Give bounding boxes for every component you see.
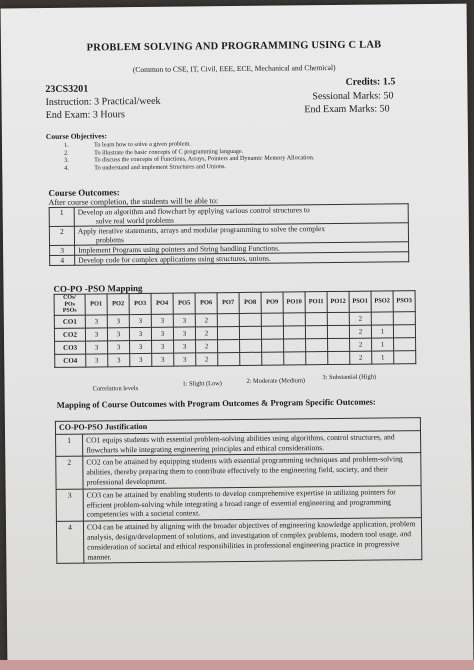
mapping-heading: CO-PO -PSO Mapping <box>53 282 143 294</box>
background-surface <box>0 660 474 670</box>
legend-moderate: 2: Moderate (Medium) <box>246 377 306 385</box>
list-item: 4. To understand and implement Structures and Unions. <box>64 162 226 172</box>
objectives-list <box>64 139 315 172</box>
table-corner-cell: COs/ POs PSOs <box>54 294 85 315</box>
page-title: PROBLEM SOLVING AND PROGRAMMING USING C LAB <box>86 39 382 54</box>
table-row: 1 CO1 equips students with essential problem-solving abilities using algorithms, control structures, and flowcharts while integrating engineering principles and ethical considerations. <box>56 430 421 456</box>
list-item: 1. To learn how to solve a given problem. <box>63 140 191 149</box>
table-row: CO2 3 3 3 3 3 2 2 1 <box>54 324 415 341</box>
document-page <box>1 4 474 669</box>
course-outcomes-table <box>49 203 410 266</box>
table-row: 4 CO4 can be attained by aligning with the broader objectives of engineering knowledge application, problem analysis, design/development of solutions, and investigation of complex problems, modern tool usage, and consideration of societal and ethical responsibilities in professional engineering practice in progressive manner. <box>56 518 421 564</box>
end-exam-marks: End Exam Marks: 50 <box>304 103 390 116</box>
course-code: 23CS3201 <box>45 83 89 95</box>
sessional-marks: Sessional Marks: 50 <box>312 90 394 103</box>
table-row: CO3 3 3 3 3 3 2 2 1 <box>55 337 416 354</box>
table-row: 2 CO2 can be attained by equipping students with essential programming techniques and problem-solving abilities, thereby preparing them to contribute effectively to the engineering field, society, and their professional development. <box>56 453 421 489</box>
outcomes-heading: Course Outcomes: <box>48 187 120 198</box>
table-row: 1 Develop an algorithm and flowchart by applying various control structures to solve real world problems <box>49 204 408 227</box>
list-item: 3. To discuss the concepts of Functions, Arrays, Pointers and Dynamic Memory Allocation. <box>64 154 315 164</box>
outcomes-intro: After course completion, the students will be able to: <box>48 196 219 207</box>
table-header-row: COs/ POs PSOs PO1 PO2 PO3 PO4 PO5 PO6 PO7 PO8 PO9 PO10 PO11 PO12 PSO1 PSO2 PSO3 <box>54 291 415 315</box>
table-row: CO4 3 3 3 3 3 2 2 1 <box>55 350 416 367</box>
end-exam: End Exam: 3 Hours <box>45 109 125 121</box>
table-row: 3 CO3 can be attained by enabling students to develop comprehensive expertise in utilizing pointers for efficient problem-solving while integrating a broad range of essential engineering and programming competencies with a societal context. <box>56 485 421 521</box>
list-item: 2. To illustrate the basic concepts of C programming language. <box>64 147 244 157</box>
legend-substantial: 3: Substantial (High) <box>322 373 377 382</box>
justification-heading: Mapping of Course Outcomes with Program Outcomes & Program Specific Outcomes: <box>56 396 376 410</box>
table-row: 3 Implement Programs using pointers and String handling Functions. <box>50 242 409 256</box>
justification-table <box>55 417 422 564</box>
table-row: 4 Develop code for complex applications using structures, unions. <box>50 252 409 266</box>
instruction: Instruction: 3 Practical/week <box>45 95 161 108</box>
table-header-row: CO-PO-PSO Justification <box>55 418 420 435</box>
page-subtitle: (Common to CSE, IT, Civil, EEE, ECE, Mechanical and Chemical) <box>132 62 336 75</box>
table-row: 2 Apply iterative statements, arrays and modular programming to solve the complex problems <box>49 223 408 246</box>
objectives-heading: Course Objectives: <box>45 131 107 141</box>
table-row: CO1 3 3 3 3 3 2 2 <box>54 311 415 328</box>
credits: Credits: 1.5 <box>345 76 396 88</box>
co-po-pso-mapping-table <box>54 290 417 367</box>
legend-slight: 1: Slight (Low) <box>182 380 222 388</box>
legend-label: Correlation levels <box>92 385 139 393</box>
